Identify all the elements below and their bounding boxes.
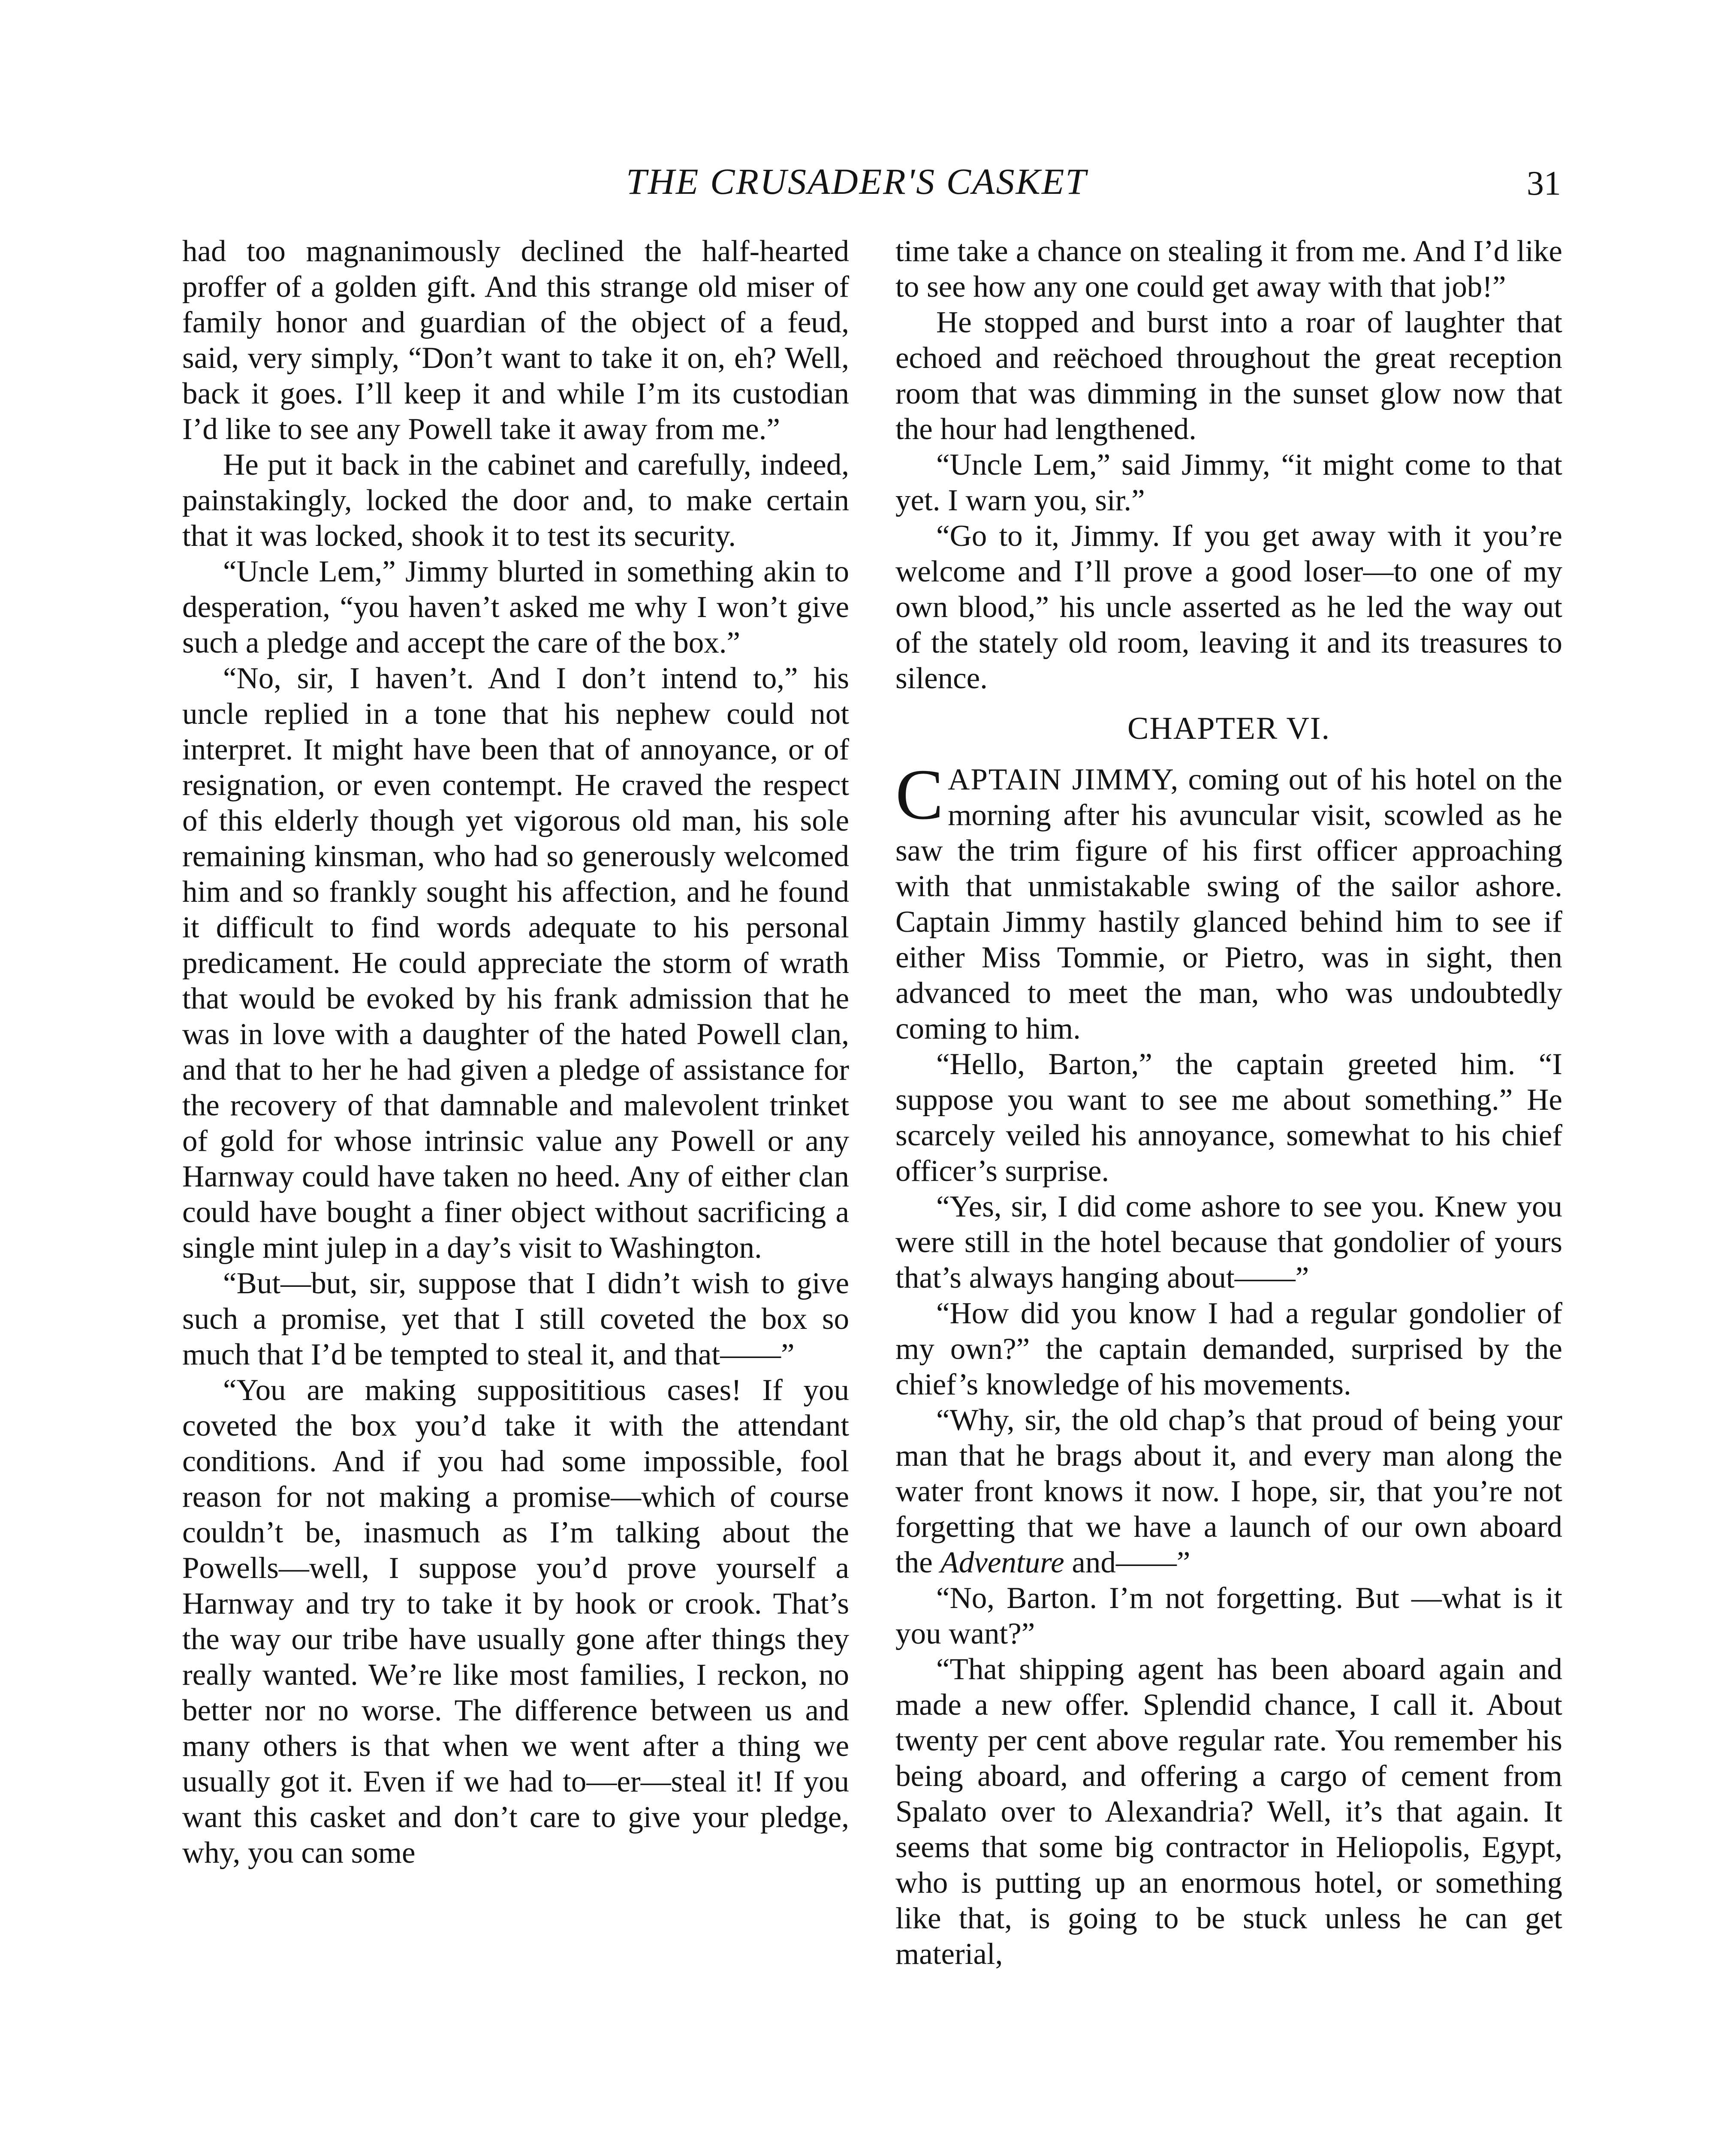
running-head: THE CRUSADER'S CASKET bbox=[626, 161, 1088, 202]
paragraph: “Go to it, Jimmy. If you get away with it you’re welcome and I’ll prove a good loser—to one of my own blood,” his uncle asserted as he led the way out of the stately old room, leaving it and its treasures to silence. bbox=[895, 519, 1562, 695]
paragraph: “You are making supposititious cases! If you coveted the box you’d take it with the attendant conditions. And if you had some impossible, fool reason for not making a promise—which of course couldn’t be, inasmuch as I’m talking about the Powells—well, I suppose you’d prove yourself a Harnway and try to take it by hook or crook. That’s the way our tribe have usually gone after things they really wanted. We’re like most families, I reckon, no better nor no worse. The difference between us and many others is that when we went after a thing we usually got it. Even if we had to—er—steal it! If you want this casket and don’t care to give your pledge, why, you can some bbox=[182, 1373, 849, 1870]
paragraph: “That shipping agent has been aboard again and made a new offer. Splendid chance, I call it. About twenty per cent above regular rate. You remember his being aboard, and offering a cargo of cement from Spalato over to Alexandria? Well, it’s that again. It seems that some big contractor in Heliopolis, Egypt, who is putting up an enormous hotel, or something like that, is going to be stuck unless he can get material, bbox=[895, 1653, 1562, 1971]
paragraph: “Uncle Lem,” said Jimmy, “it might come to that yet. I warn you, sir.” bbox=[895, 448, 1562, 517]
paragraph bbox=[895, 1403, 1562, 1581]
opening-text: coming out of his hotel on the morning after his avuncular visit, scowled as he saw the trim figure of his first officer approaching with that unmistakable swing of the sailor ashore. Captain Jimmy hastily glanced behind him to see if either Miss Tommie, or Pietro, was in sight, then advanced to meet the man, who was undoubtedly coming to him. bbox=[895, 763, 1562, 1045]
paragraph: “Uncle Lem,” Jimmy blurted in something akin to desperation, “you haven’t asked me why I won’t give such a pledge and accept the care of the box.” bbox=[182, 555, 849, 659]
drop-cap: C bbox=[895, 755, 944, 834]
paragraph: He put it back in the cabinet and carefully, indeed, painstakingly, locked the door and, to make certain that it was locked, shook it to test its security. bbox=[182, 448, 849, 553]
right-column bbox=[895, 234, 1562, 1972]
paragraph: “No, sir, I haven’t. And I don’t intend to,” his uncle replied in a tone that his nephew could not interpret. It might have been that of annoyance, or of resignation, or even contempt. He craved the respect of this elderly though yet vigorous old man, his sole remaining kinsman, who had so generously welcomed him and so frankly sought his affection, and he found it difficult to find words adequate to his personal predicament. He could appreciate the storm of wrath that would be evoked by his frank admission that he was in love with a daughter of the hated Powell clan, and that to her he had given a pledge of assistance for the recovery of that damnable and malevolent trinket of gold for whose intrinsic value any Powell or any Harnway could have taken no heed. Any of either clan could have bought a finer object without sacrificing a single mint julep in a day’s visit to Washington. bbox=[182, 662, 849, 1265]
page-number: 31 bbox=[1527, 165, 1561, 202]
paragraph: “Hello, Barton,” the captain greeted him. “I suppose you want to see me about something.” He scarcely veiled his annoyance, somewhat to his chief officer’s surprise. bbox=[895, 1048, 1562, 1188]
paragraph: time take a chance on stealing it from me. And I’d like to see how any one could get away with that job!” bbox=[895, 235, 1562, 304]
left-column bbox=[182, 234, 849, 1871]
paragraph: He stopped and burst into a roar of laughter that echoed and reëchoed throughout the great reception room that was dimming in the sunset glow now that the hour had lengthened. bbox=[895, 306, 1562, 446]
paragraph: had too magnanimously declined the half-hearted proffer of a golden gift. And this strange old miser of family honor and guardian of the object of a feud, said, very simply, “Don’t want to take it on, eh? Well, back it goes. I’ll keep it and while I’m its custodian I’d like to see any Powell take it away from me.” bbox=[182, 235, 849, 446]
paragraph: “How did you know I had a regular gondolier of my own?” the captain demanded, surprised by the chief’s knowledge of his movements. bbox=[895, 1297, 1562, 1401]
paragraph-tail: and——” bbox=[1064, 1546, 1190, 1579]
chapter-opening-paragraph bbox=[895, 755, 1562, 1047]
opening-smallcaps: APTAIN JIMMY, bbox=[948, 763, 1179, 796]
paragraph: “No, Barton. I’m not forgetting. But —what is it you want?” bbox=[895, 1581, 1562, 1650]
paragraph: “But—but, sir, suppose that I didn’t wish to give such a promise, yet that I still coveted the box so much that I’d be tempted to steal it, and that——” bbox=[182, 1267, 849, 1371]
chapter-heading: CHAPTER VI. bbox=[1127, 711, 1330, 746]
paragraph-text: “Why, sir, the old chap’s that proud of being your man that he brags about it, and every man along the water front knows it now. I hope, sir, that you’re not forgetting that we have a launch of our own aboard the bbox=[895, 1403, 1562, 1579]
ship-name: Adventure bbox=[940, 1546, 1064, 1579]
paragraph: “Yes, sir, I did come ashore to see you. Knew you were still in the hotel because that gondolier of yours that’s always hanging about——” bbox=[895, 1190, 1562, 1295]
